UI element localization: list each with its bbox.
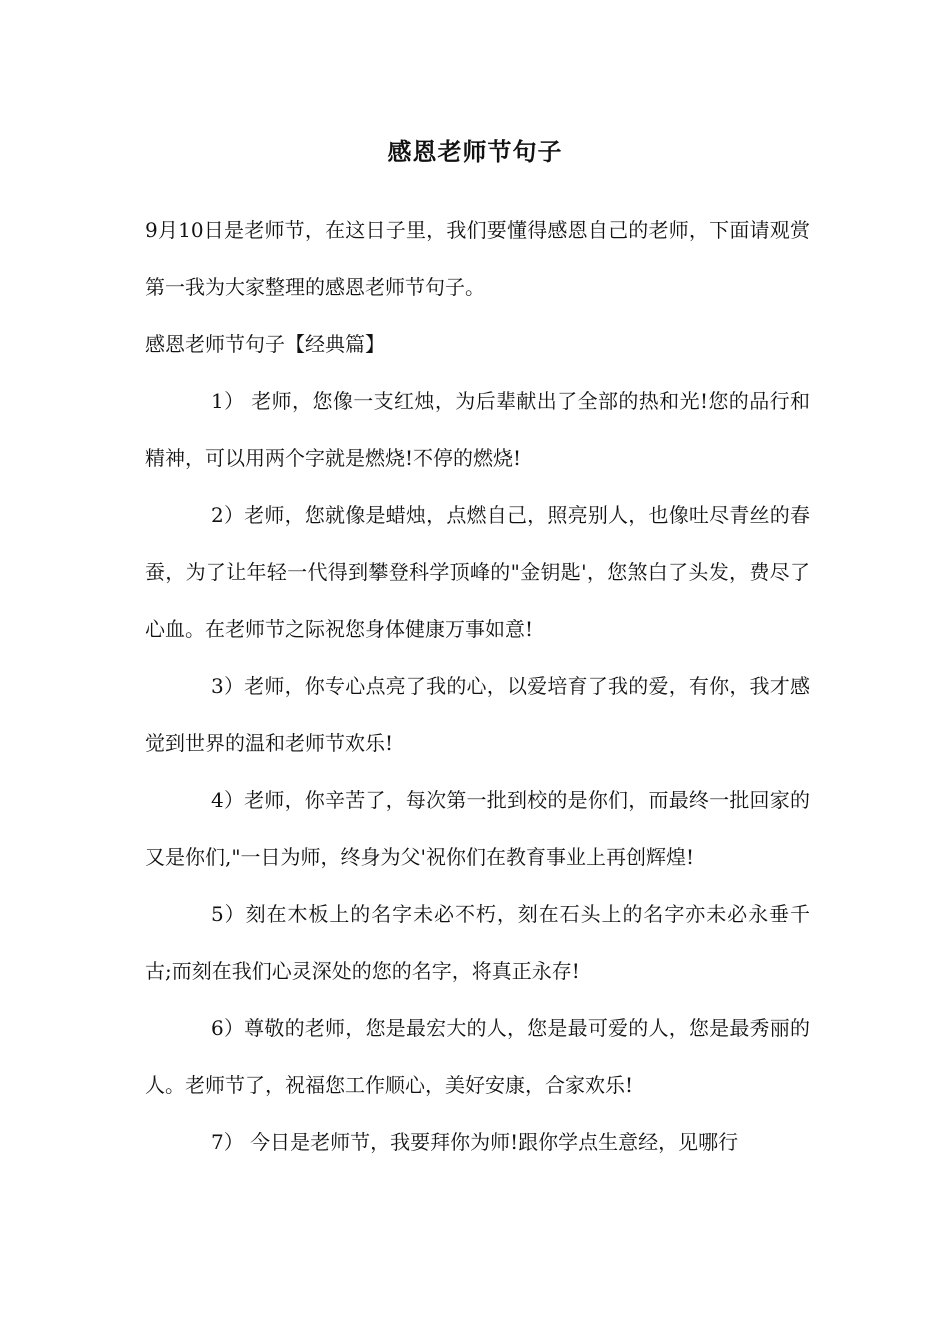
list-item-1: 1） 老师，您像一支红烛，为后辈献出了全部的热和光!您的品行和精神，可以用两个字就是燃烧!不停的燃烧! — [145, 389, 810, 470]
intro-paragraph: 9月10日是老师节，在这日子里，我们要懂得感恩自己的老师，下面请观赏第一我为大家整理的感恩老师节句子。 — [145, 218, 810, 299]
document-body — [145, 202, 810, 1171]
list-item-7: 7） 今日是老师节，我要拜你为师!跟你学点生意经，见哪行 — [211, 1130, 739, 1154]
document-title: 感恩老师节句子 — [387, 137, 563, 166]
list-item-3: 3）老师，你专心点亮了我的心，以爱培育了我的爱，有你，我才感觉到世界的温和老师节欢乐! — [145, 674, 810, 755]
list-item-2: 2）老师，您就像是蜡烛，点燃自己，照亮别人，也像吐尽青丝的春蚕，为了让年轻一代得到攀登科学顶峰的"金钥匙'，您煞白了头发，费尽了心血。在老师节之际祝您身体健康万事如意! — [145, 503, 810, 641]
list-item-5: 5）刻在木板上的名字未必不朽，刻在石头上的名字亦未必永垂千古;而刻在我们心灵深处的您的名字，将真正永存! — [145, 902, 810, 983]
list-item-4: 4）老师，你辛苦了，每次第一批到校的是你们，而最终一批回家的又是你们,"一日为师，终身为父'祝你们在教育事业上再创辉煌! — [145, 788, 810, 869]
list-item-6: 6）尊敬的老师，您是最宏大的人，您是最可爱的人，您是最秀丽的人。老师节了，祝福您工作顺心，美好安康，合家欢乐! — [145, 1016, 810, 1097]
section-heading: 感恩老师节句子【经典篇】 — [145, 332, 385, 356]
